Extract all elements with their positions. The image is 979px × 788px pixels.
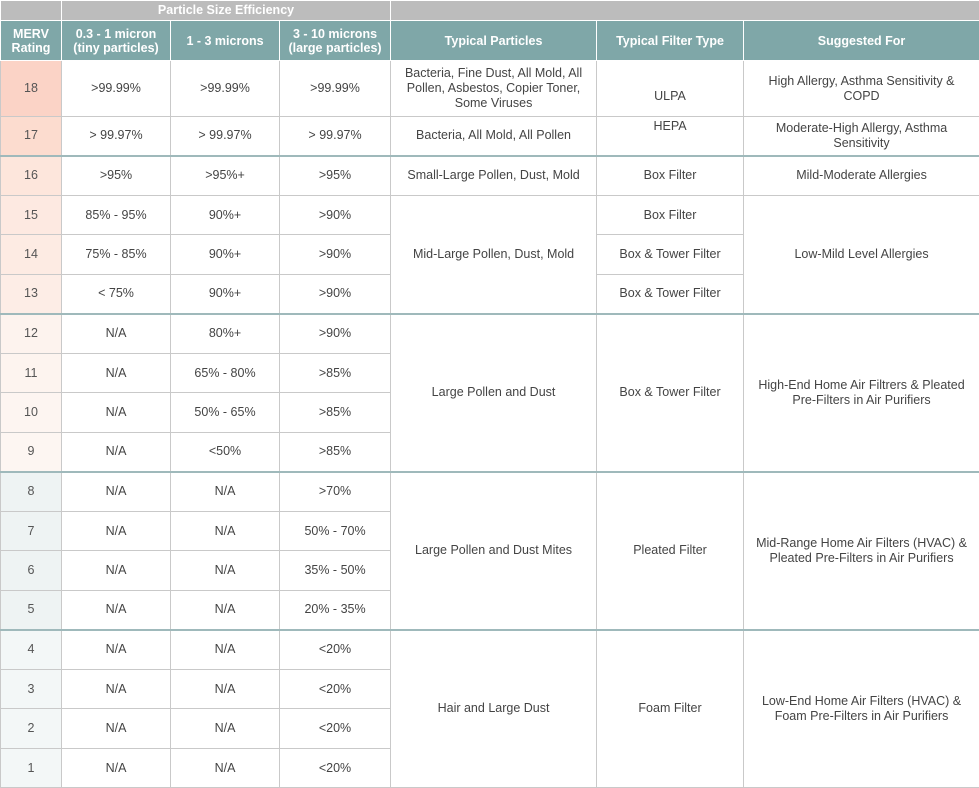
efficiency-mid-cell: N/A bbox=[171, 630, 280, 670]
typical-particles-cell: Hair and Large Dust bbox=[391, 630, 597, 788]
merv-rating-cell: 6 bbox=[1, 551, 62, 591]
efficiency-large-cell: >99.99% bbox=[280, 61, 391, 117]
efficiency-mid-cell: N/A bbox=[171, 749, 280, 788]
merv-rating-cell: 8 bbox=[1, 472, 62, 512]
header-row bbox=[1, 21, 979, 61]
efficiency-tiny-cell: N/A bbox=[62, 512, 171, 551]
merv-rating-cell: 3 bbox=[1, 670, 62, 709]
filter-type-cell: ULPA bbox=[597, 61, 744, 117]
particle-size-efficiency-header: Particle Size Efficiency bbox=[62, 1, 391, 21]
efficiency-mid-cell: N/A bbox=[171, 512, 280, 551]
efficiency-mid-cell: > 99.97% bbox=[171, 117, 280, 156]
efficiency-tiny-cell: N/A bbox=[62, 709, 171, 749]
suggested-for-cell: High-End Home Air Filtrers & Pleated Pre-Filters in Air Purifiers bbox=[744, 314, 979, 472]
efficiency-tiny-cell: 85% - 95% bbox=[62, 196, 171, 235]
efficiency-mid-cell: >99.99% bbox=[171, 61, 280, 117]
suggested-for-cell: Mild-Moderate Allergies bbox=[744, 156, 979, 196]
merv-rating-cell: 5 bbox=[1, 591, 62, 630]
efficiency-mid-cell: 90%+ bbox=[171, 196, 280, 235]
table-row bbox=[1, 61, 979, 117]
merv-rating-cell: 1 bbox=[1, 749, 62, 788]
efficiency-large-cell: <20% bbox=[280, 709, 391, 749]
table-row bbox=[1, 117, 979, 156]
efficiency-large-cell: >85% bbox=[280, 433, 391, 472]
header-blank-left bbox=[1, 1, 62, 21]
merv-rating-cell: 14 bbox=[1, 235, 62, 275]
table-row bbox=[1, 630, 979, 670]
efficiency-mid-cell: <50% bbox=[171, 433, 280, 472]
table-row bbox=[1, 314, 979, 354]
efficiency-tiny-cell: N/A bbox=[62, 393, 171, 433]
filter-type-cell: Box Filter bbox=[597, 156, 744, 196]
efficiency-large-cell: > 99.97% bbox=[280, 117, 391, 156]
efficiency-large-cell: >95% bbox=[280, 156, 391, 196]
merv-rating-cell: 17 bbox=[1, 117, 62, 156]
efficiency-mid-cell: 80%+ bbox=[171, 314, 280, 354]
efficiency-tiny-cell: 75% - 85% bbox=[62, 235, 171, 275]
efficiency-mid-cell: N/A bbox=[171, 551, 280, 591]
filter-type-cell: Box Filter bbox=[597, 196, 744, 235]
filter-type-cell: Box & Tower Filter bbox=[597, 275, 744, 314]
typical-particles-cell: Bacteria, All Mold, All Pollen bbox=[391, 117, 597, 156]
efficiency-large-cell: >90% bbox=[280, 314, 391, 354]
efficiency-tiny-cell: N/A bbox=[62, 472, 171, 512]
merv-rating-cell: 18 bbox=[1, 61, 62, 117]
suggested-for-cell: Mid-Range Home Air Filters (HVAC) & Pleated Pre-Filters in Air Purifiers bbox=[744, 472, 979, 630]
filter-type-cell: Foam Filter bbox=[597, 630, 744, 788]
efficiency-large-cell: >85% bbox=[280, 354, 391, 393]
tiny-particles-header-text: 0.3 - 1 micron (tiny particles) bbox=[73, 27, 158, 55]
efficiency-tiny-cell: N/A bbox=[62, 749, 171, 788]
merv-rating-cell: 11 bbox=[1, 354, 62, 393]
efficiency-large-cell: >85% bbox=[280, 393, 391, 433]
table-row bbox=[1, 156, 979, 196]
filter-type-cell: Box & Tower Filter bbox=[597, 235, 744, 275]
table-row bbox=[1, 196, 979, 235]
merv-rating-cell: 13 bbox=[1, 275, 62, 314]
merv-rating-cell: 10 bbox=[1, 393, 62, 433]
efficiency-tiny-cell: N/A bbox=[62, 433, 171, 472]
efficiency-tiny-cell: N/A bbox=[62, 354, 171, 393]
filter-type-cell: HEPA bbox=[597, 117, 744, 156]
suggested-for-cell: High Allergy, Asthma Sensitivity & COPD bbox=[744, 61, 979, 117]
efficiency-mid-cell: N/A bbox=[171, 472, 280, 512]
typical-particles-cell: Mid-Large Pollen, Dust, Mold bbox=[391, 196, 597, 314]
tiny-particles-header bbox=[62, 21, 171, 61]
efficiency-tiny-cell: N/A bbox=[62, 591, 171, 630]
efficiency-mid-cell: 50% - 65% bbox=[171, 393, 280, 433]
table-row bbox=[1, 472, 979, 512]
efficiency-large-cell: >90% bbox=[280, 235, 391, 275]
efficiency-large-cell: 50% - 70% bbox=[280, 512, 391, 551]
header-group-row bbox=[1, 1, 979, 21]
header-blank-right bbox=[391, 1, 979, 21]
efficiency-tiny-cell: N/A bbox=[62, 630, 171, 670]
merv-rating-cell: 7 bbox=[1, 512, 62, 551]
large-particles-header-text: 3 - 10 microns (large particles) bbox=[288, 27, 381, 55]
merv-rating-cell: 4 bbox=[1, 630, 62, 670]
merv-rating-header-text: MERV Rating bbox=[12, 27, 51, 55]
efficiency-mid-cell: N/A bbox=[171, 591, 280, 630]
efficiency-tiny-cell: > 99.97% bbox=[62, 117, 171, 156]
typical-filter-type-header: Typical Filter Type bbox=[597, 21, 744, 61]
suggested-for-cell: Moderate-High Allergy, Asthma Sensitivity bbox=[744, 117, 979, 156]
typical-particles-cell: Bacteria, Fine Dust, All Mold, All Pollen, Asbestos, Copier Toner, Some Viruses bbox=[391, 61, 597, 117]
efficiency-tiny-cell: < 75% bbox=[62, 275, 171, 314]
filter-type-cell: Pleated Filter bbox=[597, 472, 744, 630]
efficiency-mid-cell: 90%+ bbox=[171, 275, 280, 314]
efficiency-large-cell: <20% bbox=[280, 749, 391, 788]
efficiency-mid-cell: 65% - 80% bbox=[171, 354, 280, 393]
large-particles-header bbox=[280, 21, 391, 61]
efficiency-large-cell: >70% bbox=[280, 472, 391, 512]
efficiency-tiny-cell: N/A bbox=[62, 670, 171, 709]
efficiency-tiny-cell: >95% bbox=[62, 156, 171, 196]
mid-particles-header: 1 - 3 microns bbox=[171, 21, 280, 61]
efficiency-tiny-cell: N/A bbox=[62, 314, 171, 354]
efficiency-mid-cell: >95%+ bbox=[171, 156, 280, 196]
efficiency-large-cell: 35% - 50% bbox=[280, 551, 391, 591]
efficiency-tiny-cell: >99.99% bbox=[62, 61, 171, 117]
efficiency-large-cell: >90% bbox=[280, 196, 391, 235]
merv-rating-header bbox=[1, 21, 62, 61]
efficiency-large-cell: <20% bbox=[280, 630, 391, 670]
typical-particles-cell: Large Pollen and Dust bbox=[391, 314, 597, 472]
efficiency-mid-cell: N/A bbox=[171, 709, 280, 749]
typical-particles-cell: Small-Large Pollen, Dust, Mold bbox=[391, 156, 597, 196]
suggested-for-cell: Low-Mild Level Allergies bbox=[744, 196, 979, 314]
merv-rating-cell: 12 bbox=[1, 314, 62, 354]
suggested-for-cell: Low-End Home Air Filters (HVAC) & Foam Pre-Filters in Air Purifiers bbox=[744, 630, 979, 788]
efficiency-tiny-cell: N/A bbox=[62, 551, 171, 591]
efficiency-large-cell: >90% bbox=[280, 275, 391, 314]
merv-rating-cell: 2 bbox=[1, 709, 62, 749]
filter-type-cell: Box & Tower Filter bbox=[597, 314, 744, 472]
efficiency-mid-cell: N/A bbox=[171, 670, 280, 709]
typical-particles-header: Typical Particles bbox=[391, 21, 597, 61]
efficiency-large-cell: <20% bbox=[280, 670, 391, 709]
merv-rating-cell: 15 bbox=[1, 196, 62, 235]
suggested-for-header: Suggested For bbox=[744, 21, 979, 61]
typical-particles-cell: Large Pollen and Dust Mites bbox=[391, 472, 597, 630]
efficiency-mid-cell: 90%+ bbox=[171, 235, 280, 275]
efficiency-large-cell: 20% - 35% bbox=[280, 591, 391, 630]
merv-rating-cell: 9 bbox=[1, 433, 62, 472]
merv-rating-cell: 16 bbox=[1, 156, 62, 196]
